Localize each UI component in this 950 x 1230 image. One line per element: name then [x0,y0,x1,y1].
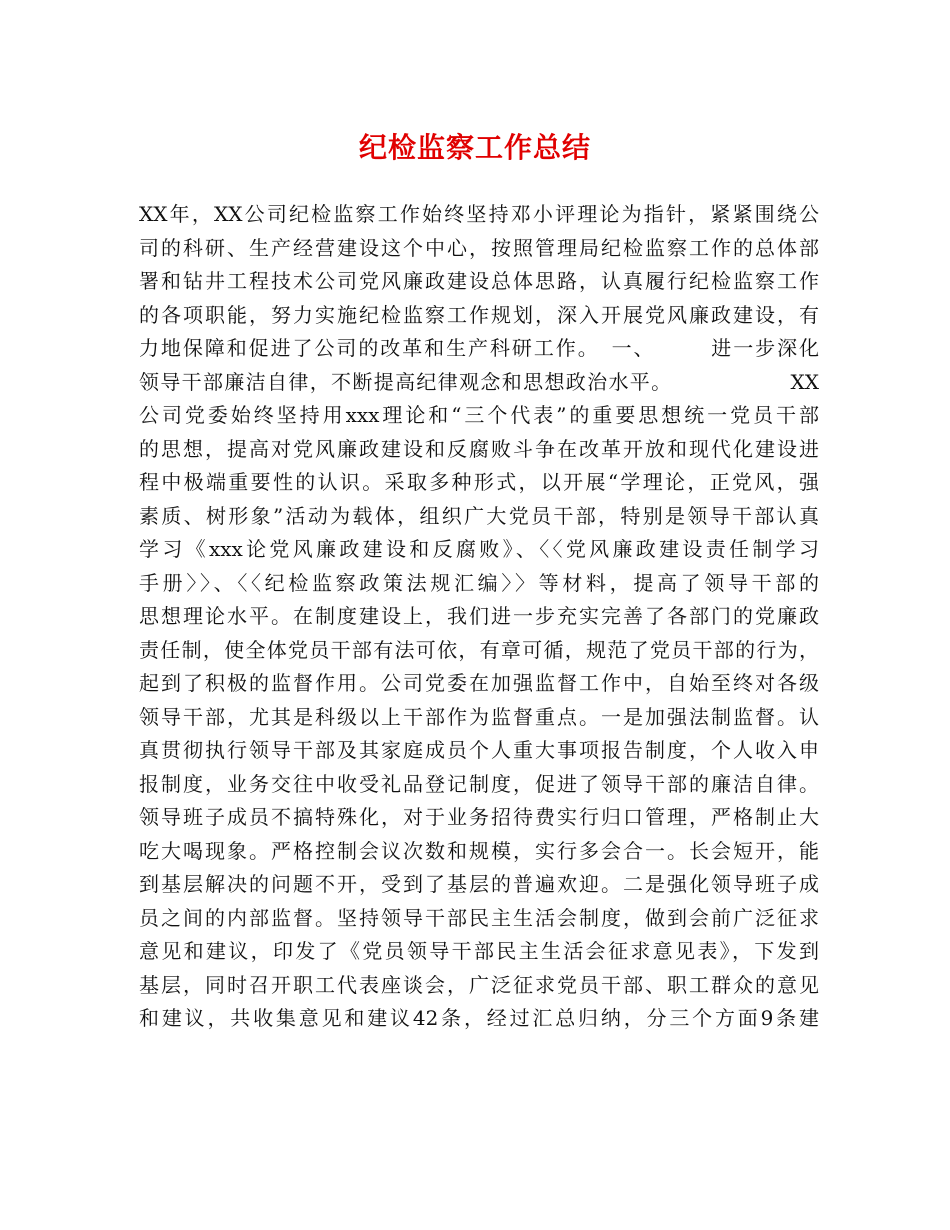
paragraph-line: 报制度，业务交往中收受礼品登记制度，促进了领导干部的廉洁自律。 [139,771,819,796]
paragraph-line: 到基层解决的问题不开，受到了基层的普遍欢迎。二是强化领导班子成 [139,872,819,896]
paragraph-line: 员之间的内部监督。坚持领导干部民主生活会制度，做到会前广泛征求 [139,905,819,930]
paragraph-line: 领导班子成员不搞特殊化，对于业务招待费实行归口管理，严格制止大 [139,805,819,829]
paragraph-line: 程中极端重要性的认识。采取多种形式，以开展“学理论，正党风，强 [139,470,819,494]
paragraph-line: 领导干部廉洁自律，不断提高纪律观念和思想政治水平。 XX [139,369,819,394]
paragraph-line: 基层，同时召开职工代表座谈会，广泛征求党员干部、职工群众的意见 [139,972,819,997]
paragraph-line: 手册〉〉、〈〈纪检监察政策法规汇编〉〉等材料，提高了领导干部的 [139,570,819,595]
paragraph-line: 领导干部，尤其是科级以上干部作为监督重点。一是加强法制监督。认 [139,704,819,729]
paragraph-line: 的各项职能，努力实施纪检监察工作规划，深入开展党风廉政建设，有 [139,302,819,327]
paragraph-line: 的思想，提高对党风廉政建设和反腐败斗争在改革开放和现代化建设进 [139,436,819,461]
paragraph-line: 意见和建议，印发了《党员领导干部民主生活会征求意见表》，下发到 [139,939,819,963]
paragraph-line: 真贯彻执行领导干部及其家庭成员个人重大事项报告制度，个人收入申 [139,738,819,762]
paragraph-line: 公司党委始终坚持用xxx理论和“三个代表”的重要思想统一党员干部 [139,403,819,427]
paragraph-line: 责任制，使全体党员干部有法可依，有章可循，规范了党员干部的行为， [139,637,819,662]
paragraph-line: 和建议，共收集意见和建议42条，经过汇总归纳，分三个方面9条建 [139,1006,819,1030]
paragraph-line: 思想理论水平。在制度建设上，我们进一步充实完善了各部门的党廉政 [139,604,819,628]
paragraph-line: 署和钻井工程技术公司党风廉政建设总体思路，认真履行纪检监察工作 [139,269,819,293]
paragraph-line: 吃大喝现象。严格控制会议次数和规模，实行多会合一。长会短开，能 [139,838,819,863]
paragraph-line: 起到了积极的监督作用。公司党委在加强监督工作中，自始至终对各级 [139,671,819,695]
document-body [139,198,819,1036]
paragraph-line: 素质、树形象”活动为载体，组织广大党员干部，特别是领导干部认真 [139,503,819,528]
document-title: 纪检监察工作总结 [358,131,591,164]
paragraph-line: 学习《xxx论党风廉政建设和反腐败》、〈〈党风廉政建设责任制学习 [139,537,819,561]
paragraph-line: 力地保障和促进了公司的改革和生产科研工作。 一、 进一步深化 [139,336,819,360]
paragraph-line: XX年，XX公司纪检监察工作始终坚持邓小评理论为指针，紧紧围绕公 [139,202,819,226]
paragraph-line: 司的科研、生产经营建设这个中心，按照管理局纪检监察工作的总体部 [139,235,819,260]
